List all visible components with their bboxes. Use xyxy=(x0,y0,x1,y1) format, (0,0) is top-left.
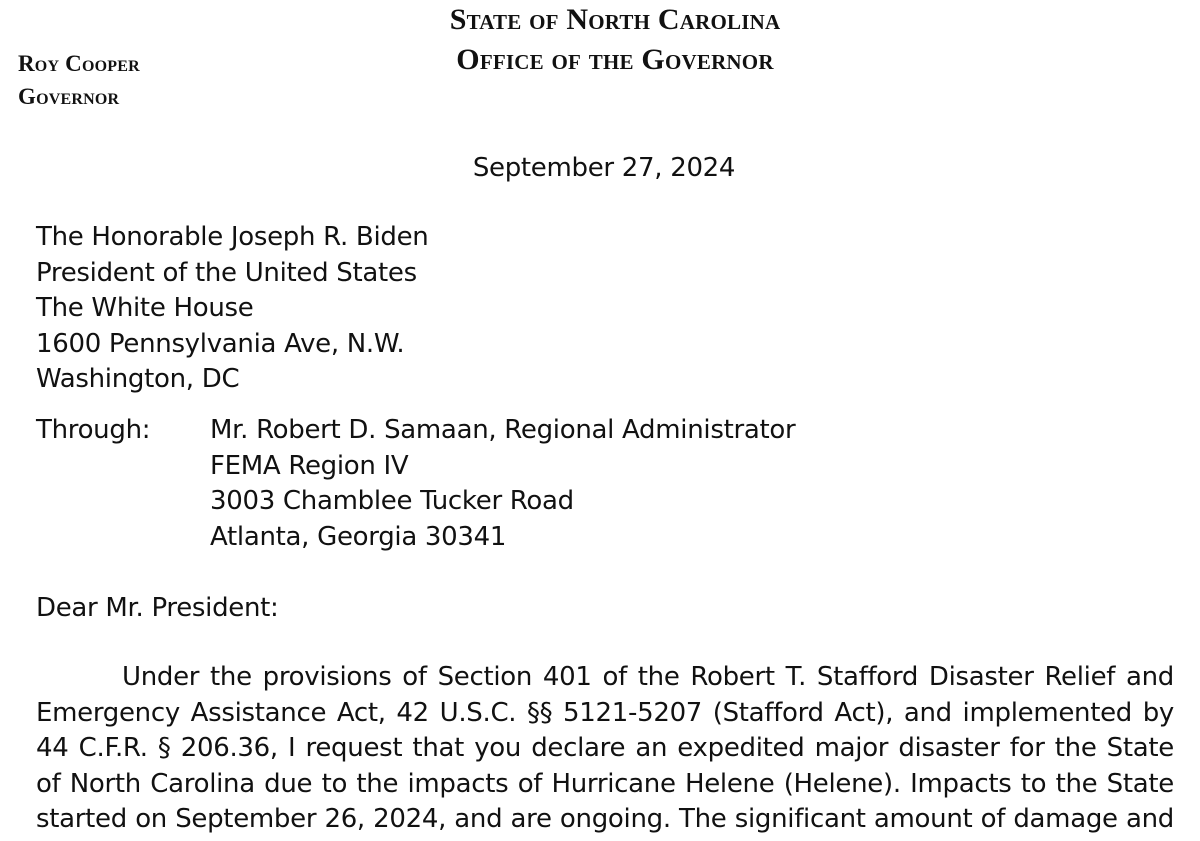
paragraph-line: of North Carolina due to the impacts of Hurricane Helene (Helene). Impacts to the State xyxy=(36,768,1174,799)
through-line: 3003 Chamblee Tucker Road xyxy=(210,486,574,516)
recipient-line: Washington, DC xyxy=(36,364,240,394)
governor-name: Roy Cooper xyxy=(18,51,140,76)
recipient-line: The White House xyxy=(36,293,254,323)
recipient-line: The Honorable Joseph R. Biden xyxy=(36,222,429,252)
letterhead-office-line: Office of the Governor xyxy=(456,43,774,76)
governor-title: Governor xyxy=(18,84,120,109)
through-line: Mr. Robert D. Samaan, Regional Administrator xyxy=(210,415,796,445)
letter-date: September 27, 2024 xyxy=(472,153,736,183)
paragraph-line: started on September 26, 2024, and are ongoing. The significant amount of damage and xyxy=(36,804,1174,834)
paragraph-line: 44 C.F.R. § 206.36, I request that you declare an expedited major disaster for the State xyxy=(36,733,1174,763)
letterhead-state-line: State of North Carolina xyxy=(449,3,781,36)
paragraph-line: Emergency Assistance Act, 42 U.S.C. §§ 5121-5207 (Stafford Act), and implemented by xyxy=(36,697,1174,728)
recipient-line: President of the United States xyxy=(36,257,417,288)
through-line: FEMA Region IV xyxy=(210,450,409,481)
body-paragraph xyxy=(36,660,1174,838)
recipient-line: 1600 Pennsylvania Ave, N.W. xyxy=(36,328,405,359)
through-label: Through: xyxy=(36,415,151,445)
salutation: Dear Mr. President: xyxy=(36,593,279,623)
paragraph-line: Under the provisions of Section 401 of the Robert T. Stafford Disaster Relief and xyxy=(122,662,1174,692)
through-address xyxy=(210,413,795,555)
through-line: Atlanta, Georgia 30341 xyxy=(210,521,507,552)
recipient-address xyxy=(36,220,428,398)
